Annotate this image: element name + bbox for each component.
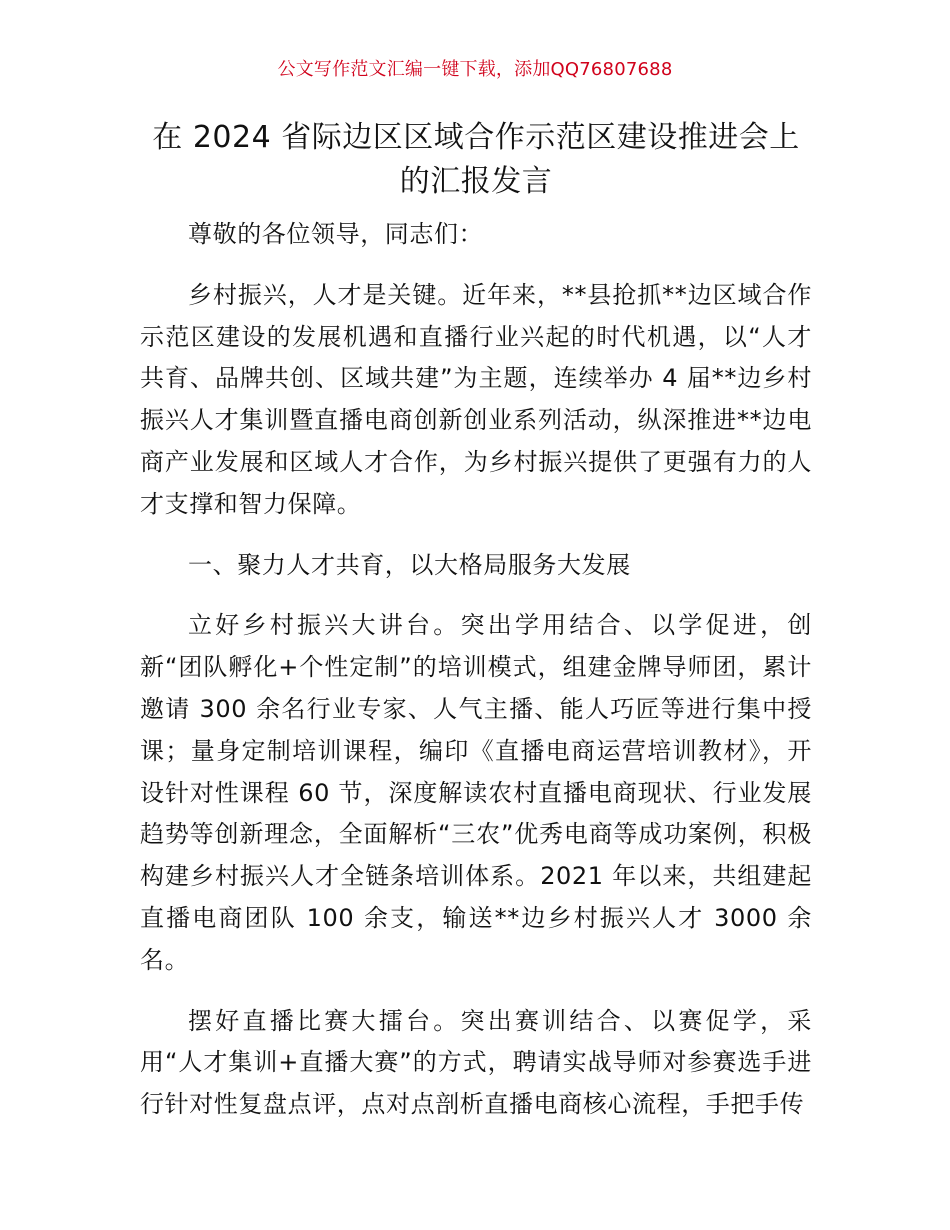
paragraph-intro: 乡村振兴，人才是关键。近年来，**县抢抓**边区域合作示范区建设的发展机遇和直播行业兴起的时代机遇，以“人才共育、品牌共创、区域共建”为主题，连续举办 4 届**边乡村振兴人才集训暨直播电商创新创业系列活动，纵深推进**边电商产业发展和区域人才合作，为乡村振兴提供了更强有力的人才支撑和智力保障。 <box>140 280 812 518</box>
paragraph-contest: 摆好直播比赛大擂台。突出赛训结合、以赛促学，采用“人才集训+直播大赛”的方式，聘请实战导师对参赛选手进行针对性复盘点评，点对点剖析直播电商核心流程，手把手传 <box>140 1006 812 1119</box>
document-body <box>140 214 812 1126</box>
watermark-text: 公文写作范文汇编一键下载，添加QQ76807688 <box>277 59 673 80</box>
section-heading: 一、聚力人才共育，以大格局服务大发展 <box>188 550 631 579</box>
paragraph-lecture: 立好乡村振兴大讲台。突出学用结合、以学促进，创新“团队孵化+个性定制”的培训模式，组建金牌导师团，累计邀请 300 余名行业专家、人气主播、能人巧匠等进行集中授课；量身定制培训课程，编印《直播电商运营培训教材》，开设针对性课程 60 节，深度解读农村直播电商现状、行业发展趋势等创新理念，全面解析“三农”优秀电商等成功案例，积极构建乡村振兴人才全链条培训体系。2021 年以来，共组建起直播电商团队 100 余支，输送**边乡村振兴人才 3000 余名。 <box>140 611 812 974</box>
salutation: 尊敬的各位领导，同志们： <box>188 220 484 248</box>
document-title: 在 2024 省际边区区域合作示范区建设推进会上的汇报发言 <box>152 120 800 199</box>
